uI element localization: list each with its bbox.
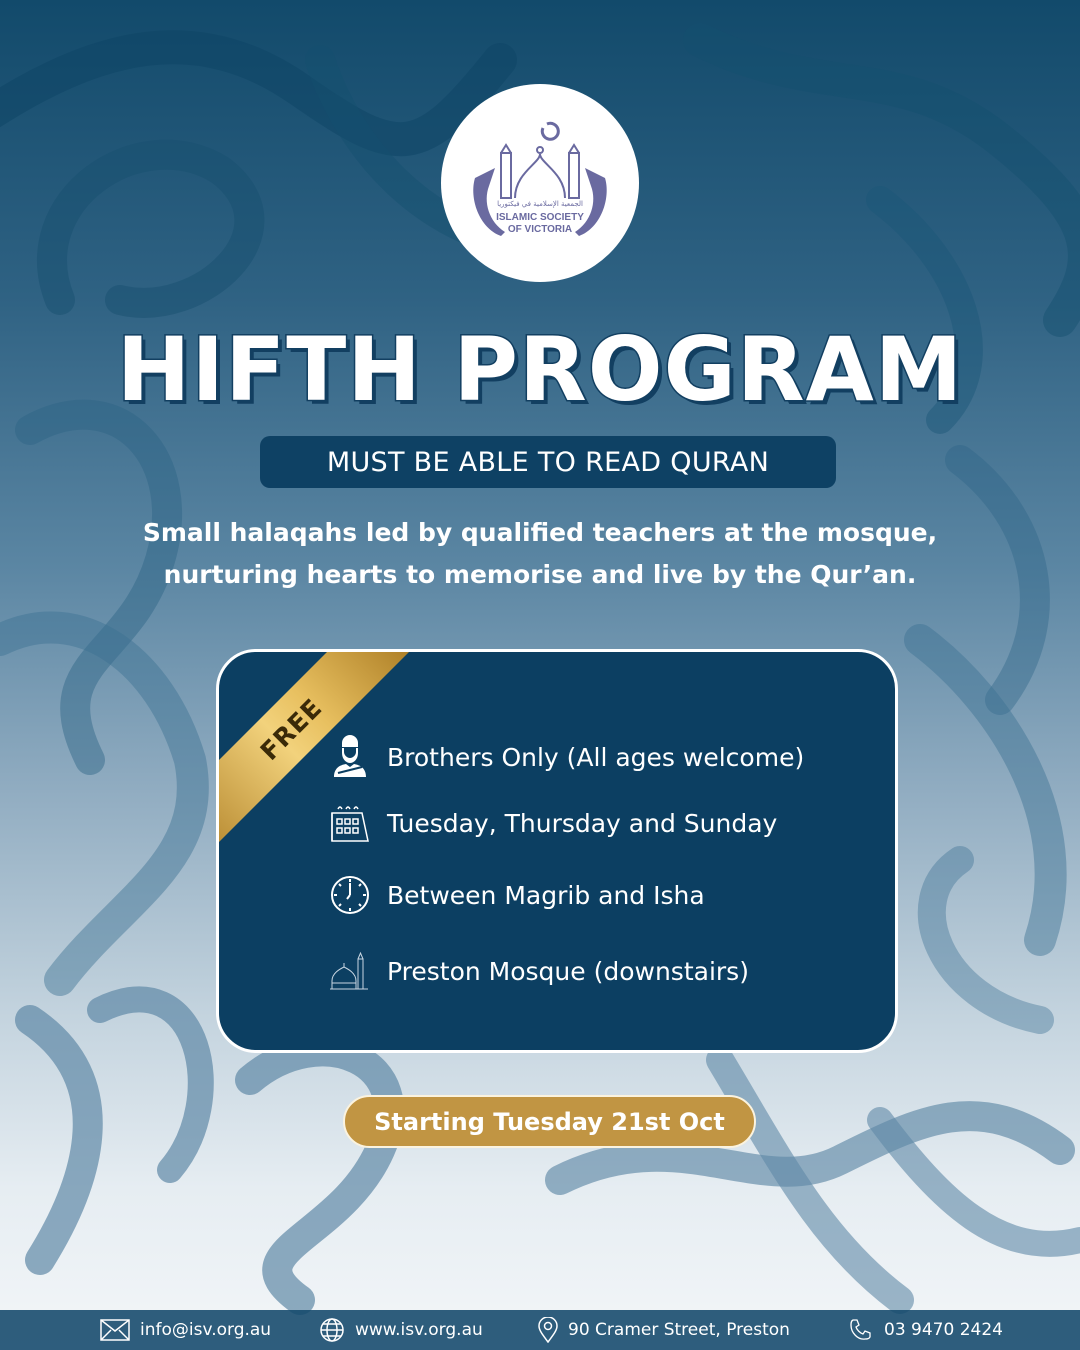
phone-link[interactable]: 03 9470 2424 [884,1320,1003,1340]
footer-email[interactable] [100,1310,271,1350]
address-text: 90 Cramer Street, Preston [568,1320,790,1340]
info-item-days [327,800,777,846]
description-line-2: nurturing hearts to memorise and live by the Qur’an. [163,560,917,589]
description [60,512,1020,596]
phone-icon [848,1317,874,1343]
start-date-badge [343,1095,756,1148]
info-text: Preston Mosque (downstairs) [387,956,749,986]
calendar-icon [327,800,373,846]
start-date-text: Starting Tuesday 21st Oct [374,1107,725,1136]
svg-text:الجمعية الإسلامية في فيكتوريا: الجمعية الإسلامية في فيكتوريا [497,200,583,208]
isv-logo-icon [455,98,625,268]
info-card [216,649,898,1053]
requirement-badge [260,436,836,488]
info-item-audience [327,734,804,780]
info-text: Brothers Only (All ages welcome) [387,742,805,772]
info-item-location [327,948,749,994]
isv-logo [441,84,639,282]
location-pin-icon [538,1317,558,1343]
clock-icon [327,872,373,918]
description-line-1: Small halaqahs led by qualified teachers at the mosque, [142,518,938,547]
email-link[interactable]: info@isv.org.au [140,1320,272,1340]
info-text: Tuesday, Thursday and Sunday [387,808,778,838]
mosque-icon [327,948,373,994]
free-label: FREE [254,692,328,766]
footer-address [538,1310,790,1350]
requirement-text: MUST BE ABLE TO READ QURAN [326,446,770,478]
svg-text:ISLAMIC SOCIETY: ISLAMIC SOCIETY [496,212,584,223]
info-item-time [327,872,705,918]
footer-website[interactable] [319,1310,483,1350]
globe-icon [319,1317,345,1343]
website-link[interactable]: www.isv.org.au [355,1320,483,1340]
envelope-icon [100,1319,130,1341]
footer-phone[interactable] [848,1310,1003,1350]
info-text: Between Magrib and Isha [387,880,705,910]
man-icon [327,734,373,780]
contact-footer [0,1310,1080,1350]
page-title: HIFTH PROGRAM [116,318,964,421]
svg-text:OF VICTORIA: OF VICTORIA [507,224,573,235]
